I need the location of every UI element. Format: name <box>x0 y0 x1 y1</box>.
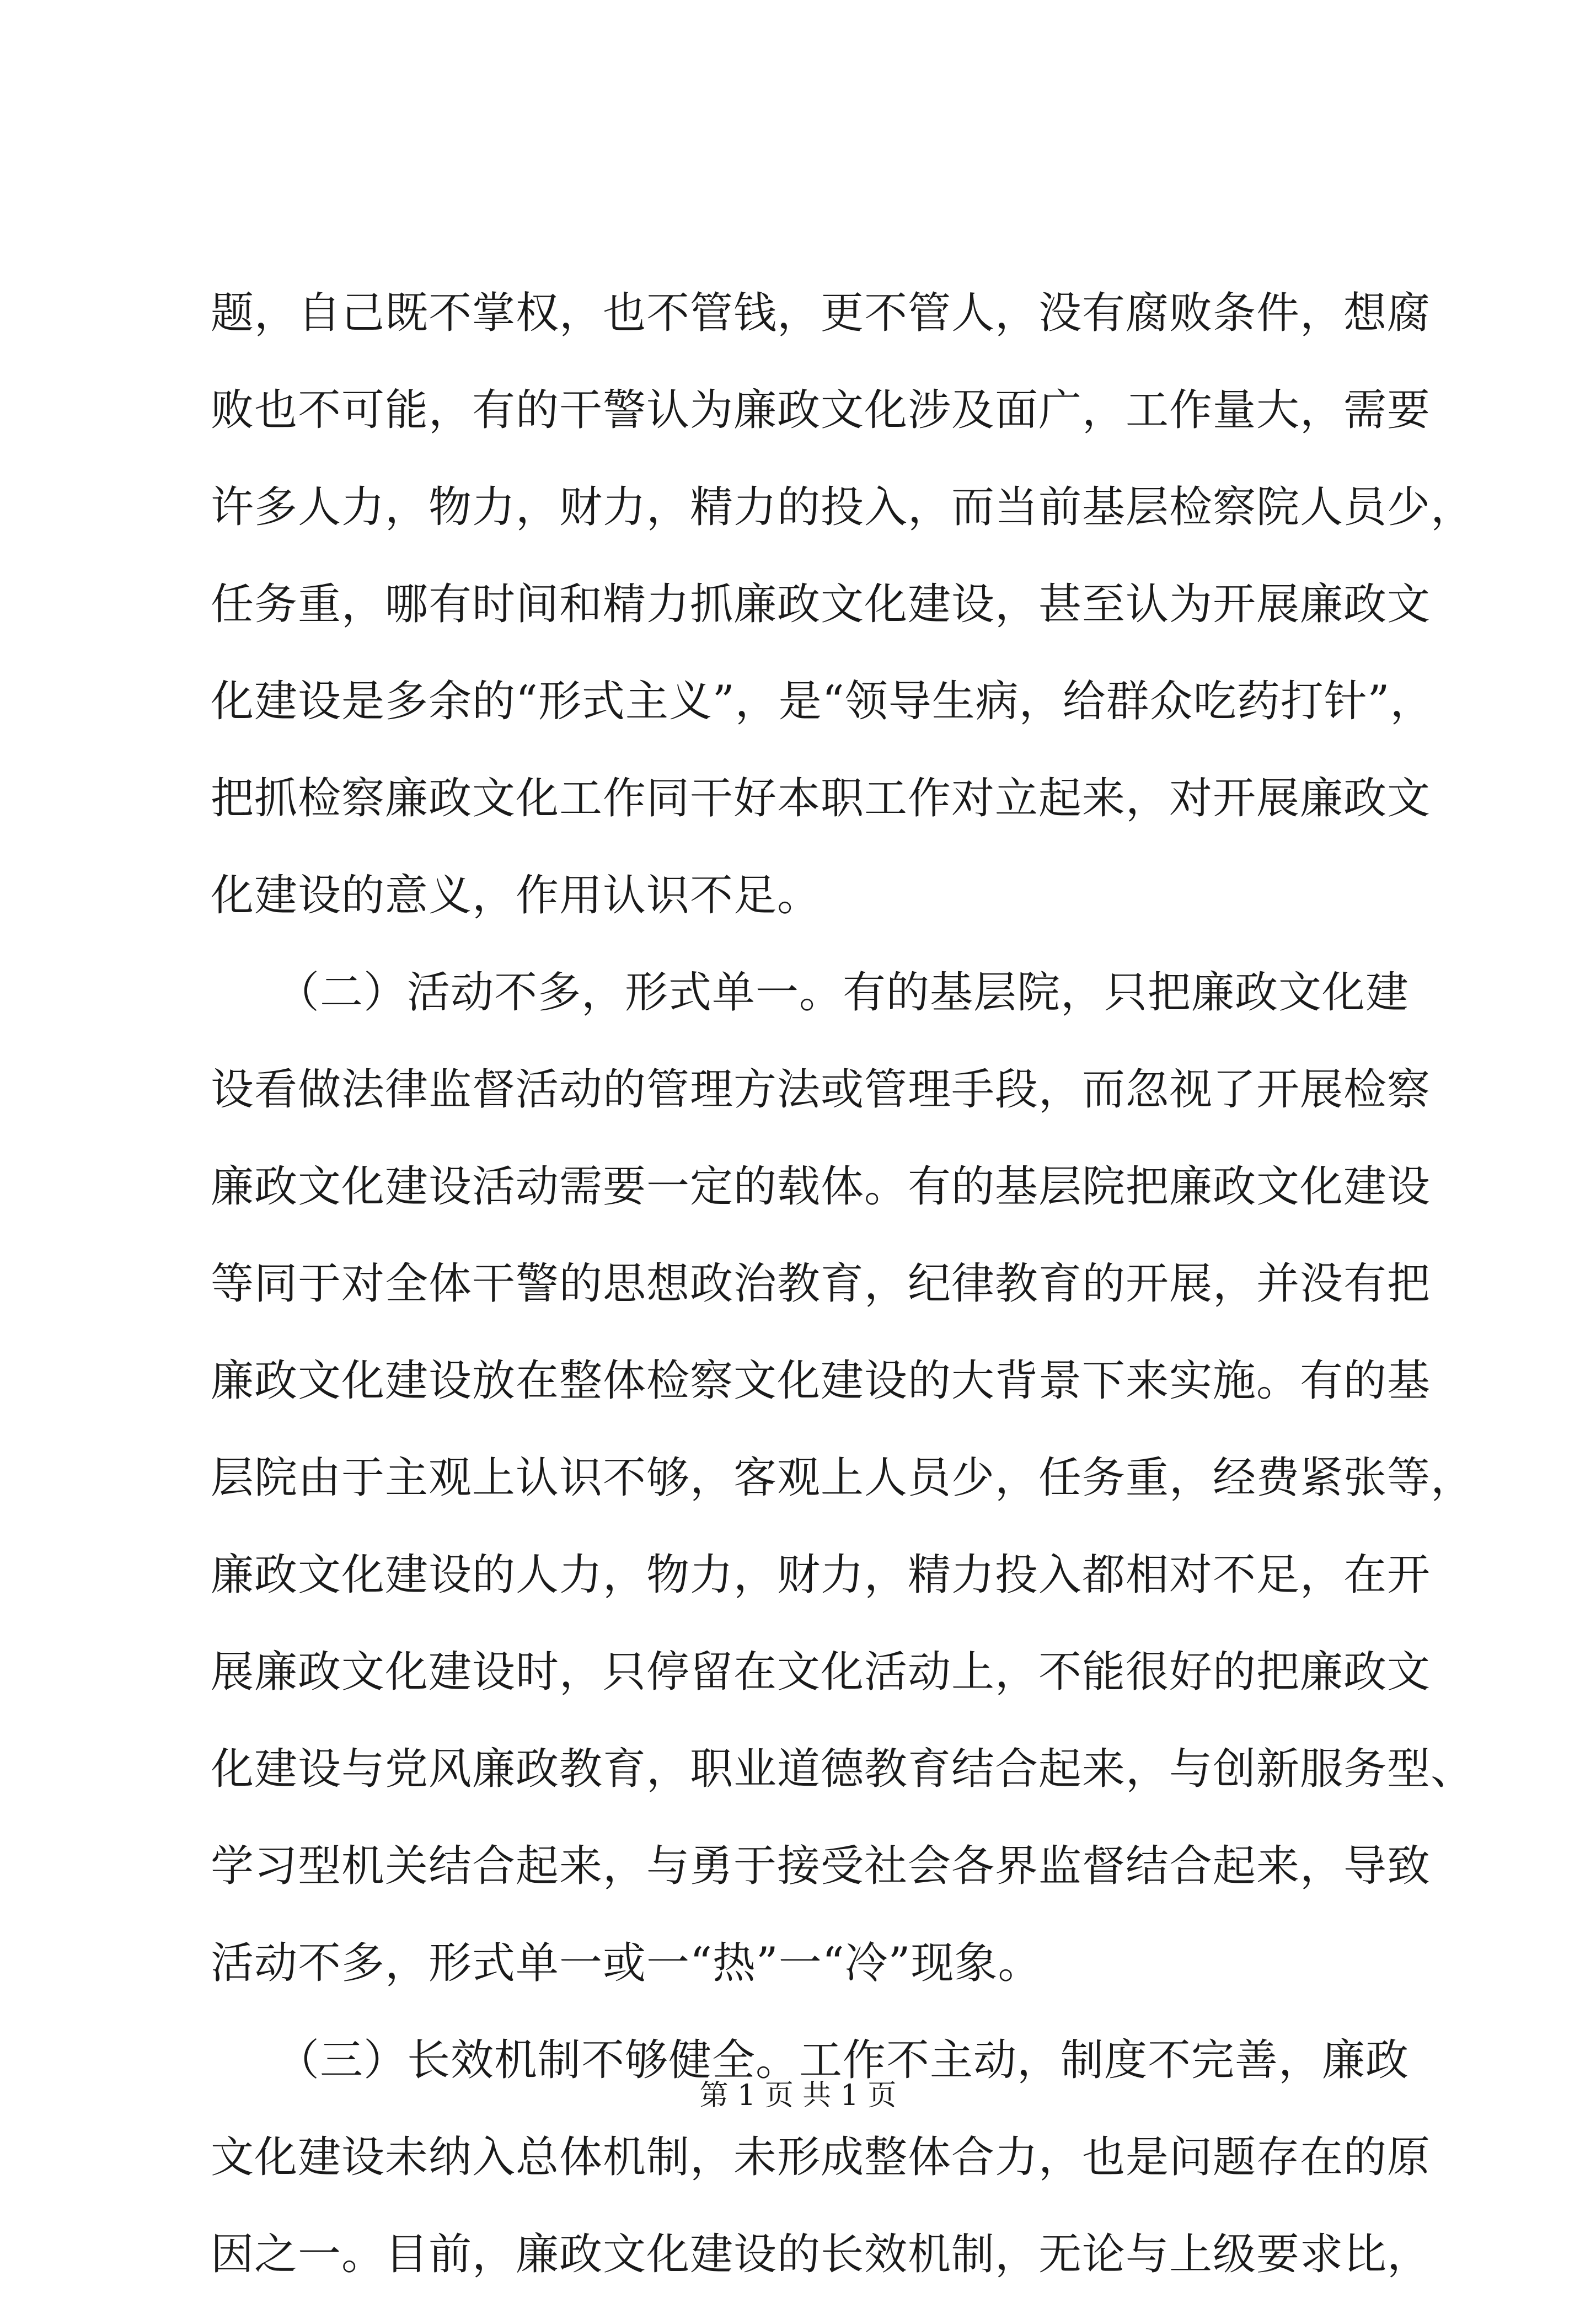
text-line: 化建设是多余的“形式主义”，是“领导生病，给群众吃药打针”， <box>211 677 1434 726</box>
document-body <box>211 265 1475 2303</box>
text-line: 廉政文化建设活动需要一定的载体。有的基层院把廉政文化建设 <box>211 1162 1431 1212</box>
text-line: 化建设与党风廉政教育，职业道德教育结合起来，与创新服务型、 <box>211 1744 1475 1794</box>
text-line: 廉政文化建设放在整体检察文化建设的大背景下来实施。有的基 <box>211 1356 1431 1406</box>
page-number-label: 第 1 页 共 1 页 <box>699 2079 897 2112</box>
text-line: 设看做法律监督活动的管理方法或管理手段，而忽视了开展检察 <box>211 1065 1431 1115</box>
text-line: 许多人力，物力，财力，精力的投入，而当前基层检察院人员少， <box>211 483 1475 532</box>
text-line: 学习型机关结合起来，与勇于接受社会各界监督结合起来，导致 <box>211 1841 1431 1891</box>
text-line: （二）活动不多，形式单一。有的基层院，只把廉政文化建 <box>211 968 1410 1017</box>
page-footer <box>0 2074 1596 2118</box>
text-line: 层院由于主观上认识不够，客观上人员少，任务重，经费紧张等， <box>211 1453 1475 1503</box>
text-line: 把抓检察廉政文化工作同干好本职工作对立起来，对开展廉政文 <box>211 774 1431 823</box>
text-line: 任务重，哪有时间和精力抓廉政文化建设，甚至认为开展廉政文 <box>211 580 1431 629</box>
text-line: （三）长效机制不够健全。工作不主动，制度不完善，廉政 <box>211 2036 1410 2085</box>
text-line: 等同于对全体干警的思想政治教育，纪律教育的开展，并没有把 <box>211 1259 1431 1309</box>
text-line: 题，自己既不掌权，也不管钱，更不管人，没有腐败条件，想腐 <box>211 288 1431 338</box>
text-line: 因之一。目前，廉政文化建设的长效机制，无论与上级要求比， <box>211 2230 1431 2279</box>
text-line: 文化建设未纳入总体机制，未形成整体合力，也是问题存在的原 <box>211 2133 1431 2182</box>
text-line: 活动不多，形式单一或一“热”一“冷”现象。 <box>211 1938 1042 1988</box>
text-line: 廉政文化建设的人力，物力，财力，精力投入都相对不足，在开 <box>211 1550 1431 1600</box>
text-line: 化建设的意义，作用认识不足。 <box>211 871 821 920</box>
text-line: 展廉政文化建设时，只停留在文化活动上，不能很好的把廉政文 <box>211 1647 1431 1697</box>
text-line: 败也不可能，有的干警认为廉政文化涉及面广，工作量大，需要 <box>211 385 1431 435</box>
